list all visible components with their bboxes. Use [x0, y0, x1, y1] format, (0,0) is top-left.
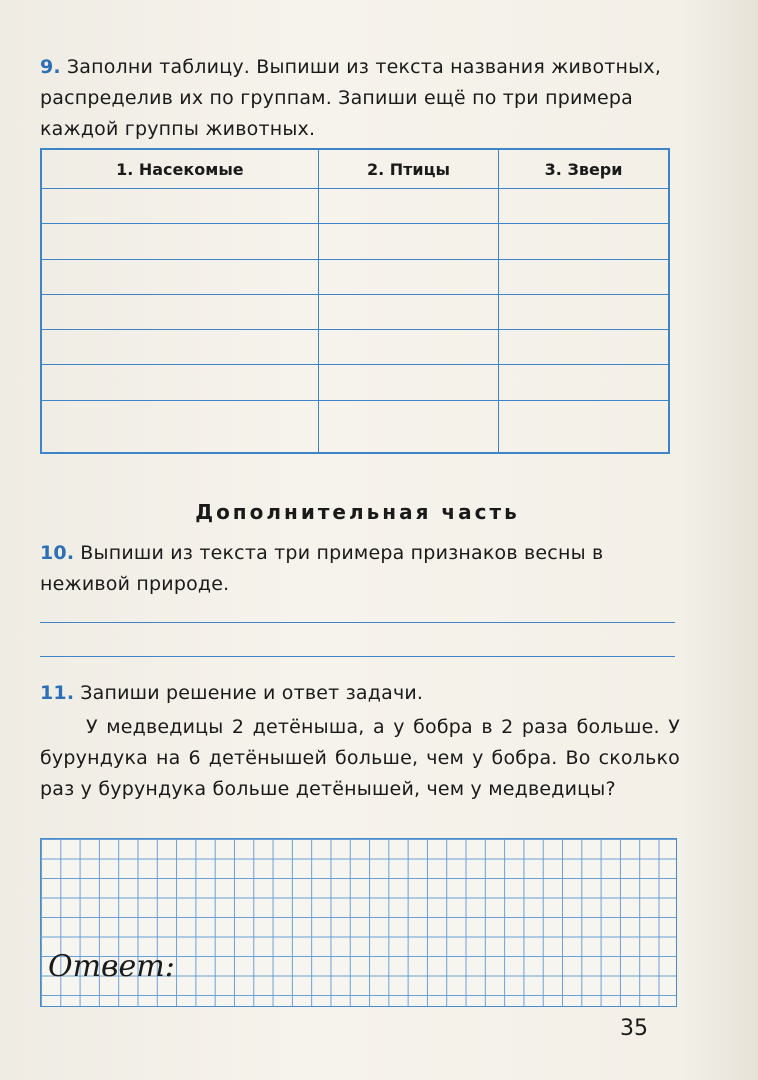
table-cell[interactable]	[499, 294, 669, 329]
table-cell[interactable]	[499, 330, 669, 365]
table-cell[interactable]	[318, 259, 498, 294]
table-cell[interactable]	[318, 400, 498, 453]
table-cell[interactable]	[41, 330, 318, 365]
task-10	[40, 538, 680, 600]
task-9	[40, 52, 680, 145]
answer-label-handwritten	[46, 938, 176, 988]
table-row	[41, 259, 669, 294]
task-10-number: 10.	[40, 542, 75, 564]
task-10-text: Выпиши из текста три примера признаков весны в неживой природе.	[40, 542, 604, 595]
task-11-text: Запиши решение и ответ задачи.	[80, 682, 424, 704]
task-11-number: 11.	[40, 682, 75, 704]
table-row	[41, 224, 669, 259]
table-cell[interactable]	[41, 224, 318, 259]
answer-line[interactable]	[40, 622, 675, 623]
task-9-number: 9.	[40, 56, 61, 78]
table-row	[41, 294, 669, 329]
task-9-text: Заполни таблицу. Выпиши из текста названия животных, распределив их по группам. Запиши ещё по три примера каждой группы животных.	[40, 56, 662, 140]
task-11	[40, 678, 680, 709]
table-row	[41, 400, 669, 453]
table-cell[interactable]	[41, 259, 318, 294]
answer-line[interactable]	[40, 656, 675, 657]
table-cell[interactable]	[318, 294, 498, 329]
table-cell[interactable]	[499, 259, 669, 294]
table-cell[interactable]	[318, 189, 498, 224]
table-cell[interactable]	[499, 400, 669, 453]
table-row	[41, 330, 669, 365]
table-cell[interactable]	[41, 294, 318, 329]
table-cell[interactable]	[499, 365, 669, 400]
table-cell[interactable]	[41, 189, 318, 224]
answer-label: Ответ:	[48, 949, 175, 984]
table-cell[interactable]	[318, 224, 498, 259]
table-cell[interactable]	[318, 365, 498, 400]
table-header-birds: 2. Птицы	[318, 149, 498, 189]
table-cell[interactable]	[41, 400, 318, 453]
task-11-problem: У медведицы 2 детёныша, а у бобра в 2 раза больше. У бурундука на 6 детёнышей больше, чем у бобра. Во сколько раз у бурундука больше детёнышей, чем у медведицы?	[40, 716, 680, 800]
table-row	[41, 189, 669, 224]
table-cell[interactable]	[499, 189, 669, 224]
table-cell[interactable]	[499, 224, 669, 259]
table-cell[interactable]	[41, 365, 318, 400]
table-row	[41, 365, 669, 400]
table-cell[interactable]	[318, 330, 498, 365]
section-title: Дополнительная часть	[195, 500, 520, 524]
table-header-mammals: 3. Звери	[499, 149, 669, 189]
animals-table	[40, 148, 670, 454]
page-number: 35	[620, 1016, 648, 1041]
table-header-insects: 1. Насекомые	[41, 149, 318, 189]
